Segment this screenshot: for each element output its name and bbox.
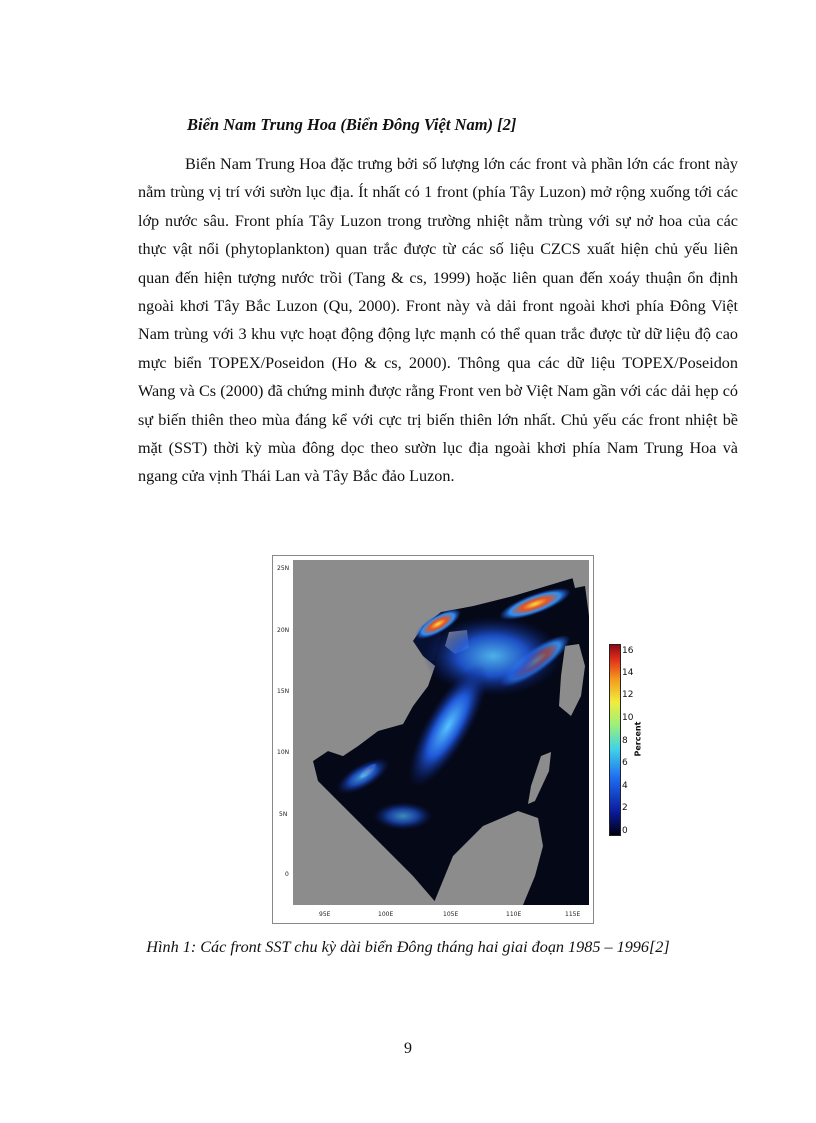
lat-label: 5N [279, 811, 288, 818]
colorbar-tick: 4 [622, 781, 628, 791]
lon-label: 110E [506, 911, 522, 918]
sst-front-figure [272, 555, 594, 924]
colorbar-label: Percent [633, 721, 643, 757]
lon-label: 100E [378, 911, 394, 918]
front-shelf-blue [423, 616, 563, 696]
lat-label: 10N [277, 749, 290, 756]
body-paragraph: Biển Nam Trung Hoa đặc trưng bởi số lượng lớn các front và phần lớn các front này nằm trùng vị trí với sườn lục địa. Ít nhất có 1 front (phía Tây Luzon) mở rộng xuống tới các lớp nước sâu. Front phía Tây Luzon trong trường nhiệt nằm trùng với sự nở hoa của các thực vật nổi (phytoplankton) quan trắc được từ các số liệu CZCS xuất hiện chủ yếu liên quan đến hiện tượng nước trồi (Tang & cs, 1999) hoặc liên quan đến xoáy thuận ổn định ngoài khơi Tây Bắc Luzon (Qu, 2000). Front này và dải front ngoài khơi phía Đông Việt Nam trùng với 3 khu vực hoạt động động lực mạnh có thể quan trắc được từ dữ liệu độ cao mực biển TOPEX/Poseidon (Ho & cs, 2000). Thông qua các dữ liệu TOPEX/Poseidon Wang và Cs (2000) đã chứng minh được rằng Front ven bờ Việt Nam gần với các dải hẹp có sự biến thiên theo mùa đáng kể với cực trị biến thiên lớn nhất. Chủ yếu các front nhiệt bề mặt (SST) thời kỳ mùa đông dọc theo sườn lục địa ngoài khơi phía Nam Trung Hoa và ngang cửa vịnh Thái Lan và Tây Bắc đảo Luzon. [138, 155, 738, 486]
lat-label: 25N [277, 565, 290, 572]
colorbar-tick: 8 [622, 736, 628, 746]
colorbar-tick: 6 [622, 758, 628, 768]
lon-label: 105E [443, 911, 459, 918]
figure-caption: Hình 1: Các front SST chu kỳ dài biển Đông tháng hai giai đoạn 1985 – 1996[2] [146, 938, 670, 956]
colorbar-tick: 0 [622, 826, 628, 836]
section-heading: Biển Nam Trung Hoa (Biển Đông Việt Nam) [2] [187, 115, 517, 134]
lon-label: 115E [565, 911, 581, 918]
colorbar-panel [609, 644, 621, 836]
map-panel [277, 560, 589, 918]
lon-label: 95E [319, 911, 331, 918]
colorbar-tick: 10 [622, 713, 634, 723]
lat-label: 20N [277, 627, 290, 634]
sst-front-map [273, 556, 593, 923]
colorbar-tick: 2 [622, 803, 628, 813]
colorbar-tick: 14 [622, 668, 634, 678]
page-number: 9 [404, 1040, 412, 1057]
colorbar-tick: 12 [622, 690, 634, 700]
lat-label: 15N [277, 688, 290, 695]
front-sunda [373, 802, 433, 830]
colorbar-tick: 16 [622, 646, 634, 656]
lat-label: 0 [285, 871, 289, 878]
body-text [138, 150, 738, 491]
